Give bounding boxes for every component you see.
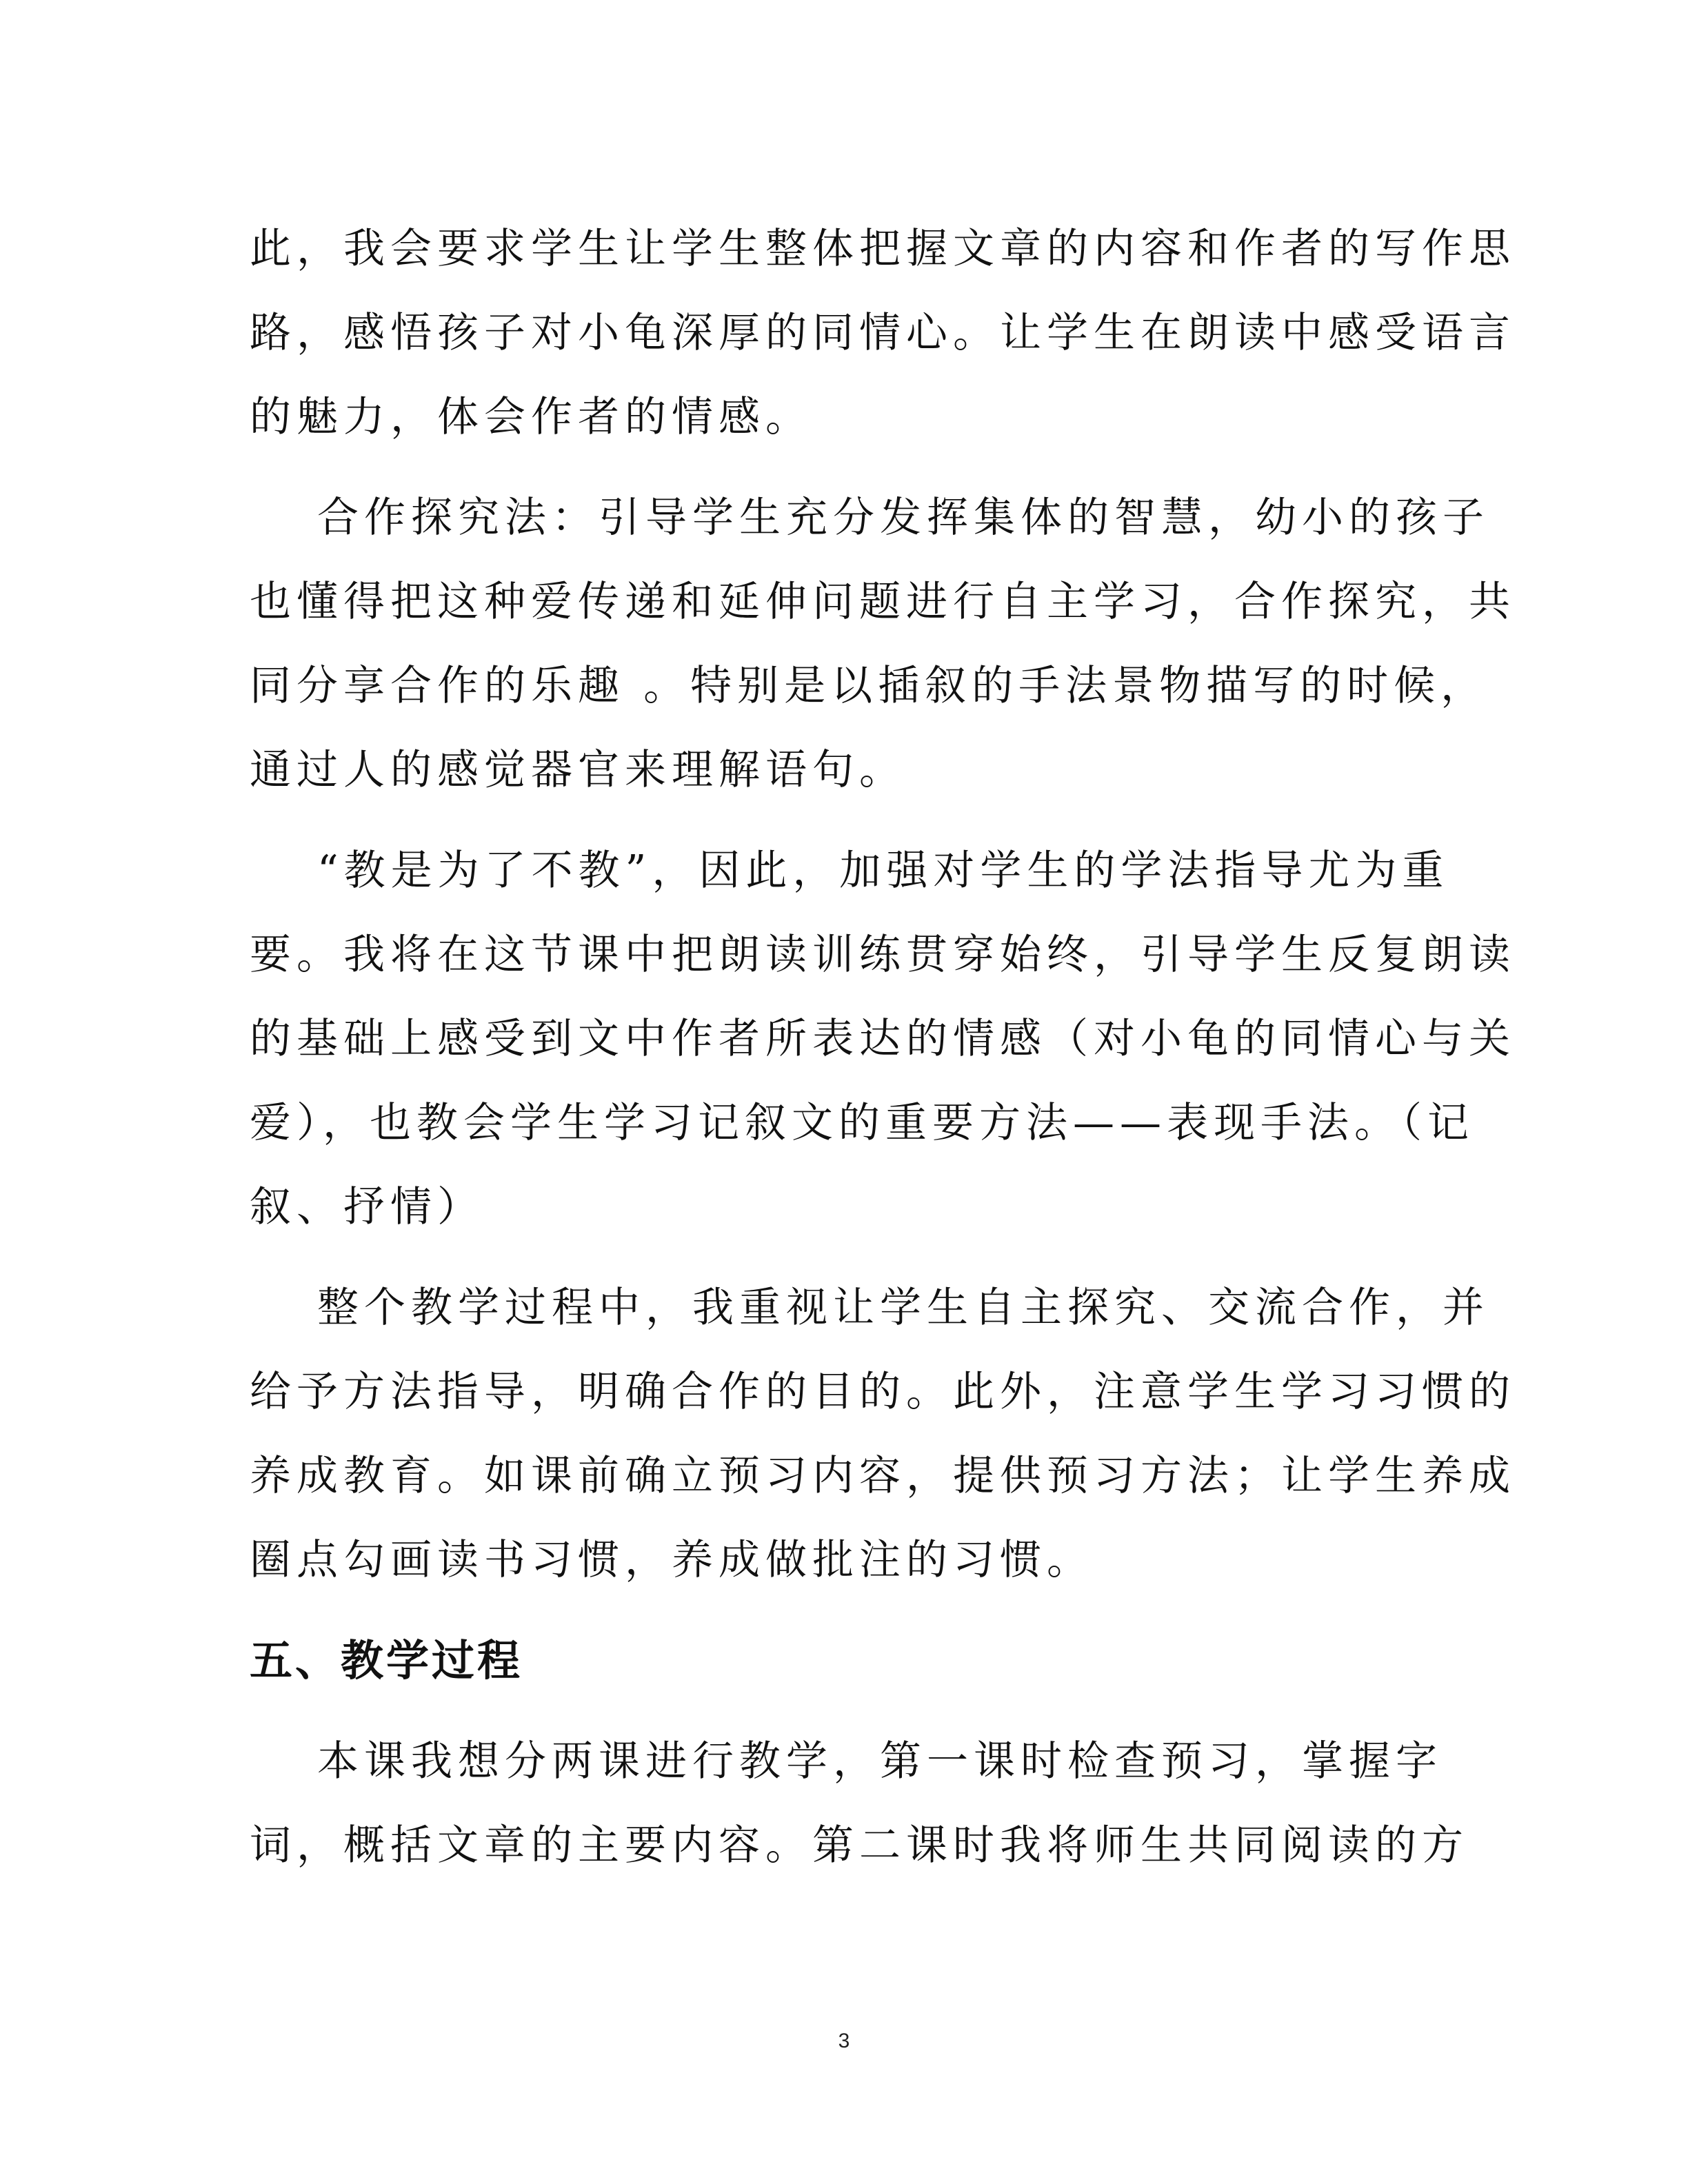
document-body — [250, 207, 1516, 1904]
text-line: 合作探究法：引导学生充分发挥集体的智慧，幼小的孩子 — [317, 494, 1489, 542]
text-line: “教是为了不教”，因此，加强对学生的学法指导尤为重 — [317, 847, 1449, 895]
paragraph-teaching-process-overview — [250, 1266, 1516, 1602]
text-line: 同分享合作的乐趣 。特别是以插叙的手法景物描写的时候， — [250, 662, 1488, 710]
text-line: 养成教育。如课前确立预习内容，提供预习方法；让学生养成 — [250, 1452, 1516, 1500]
text-line: 通过人的感觉器官来理解语句。 — [250, 746, 906, 794]
paragraph-reading-method — [250, 207, 1516, 459]
paragraph-lesson-plan — [250, 1719, 1469, 1888]
text-line: 叙、抒情） — [250, 1183, 484, 1231]
text-line: 路，感悟孩子对小龟深厚的同情心。让学生在朗读中感受语言 — [250, 309, 1516, 357]
text-line: 本课我想分两课进行教学，第一课时检查预习，掌握字 — [317, 1737, 1443, 1786]
section-heading: 五、教学过程 — [250, 1635, 523, 1686]
text-line: 爱），也教会学生学习记叙文的重要方法——表现手法。（记 — [250, 1099, 1474, 1147]
text-line: 要。我将在这节课中把朗读训练贯穿始终，引导学生反复朗读 — [250, 931, 1516, 979]
text-line: 也懂得把这种爱传递和延伸问题进行自主学习，合作探究，共 — [250, 578, 1516, 626]
text-line: 此，我会要求学生让学生整体把握文章的内容和作者的写作思 — [250, 225, 1516, 273]
text-line: 词，概括文章的主要内容。第二课时我将师生共同阅读的方 — [250, 1821, 1469, 1870]
text-line: 给予方法指导，明确合作的目的。此外，注意学生学习习惯的 — [250, 1368, 1516, 1416]
paragraph-cooperative-inquiry — [250, 476, 1516, 812]
text-line: 圈点勾画读书习惯，养成做批注的习惯。 — [250, 1536, 1094, 1584]
text-line: 的魅力，体会作者的情感。 — [250, 393, 812, 441]
page-number: 3 — [838, 2030, 850, 2052]
text-line: 整个教学过程中，我重视让学生自主探究、交流合作，并 — [317, 1284, 1489, 1332]
text-line: 的基础上感受到文中作者所表达的情感（对小龟的同情心与关 — [250, 1015, 1516, 1063]
paragraph-study-guidance — [250, 829, 1516, 1249]
